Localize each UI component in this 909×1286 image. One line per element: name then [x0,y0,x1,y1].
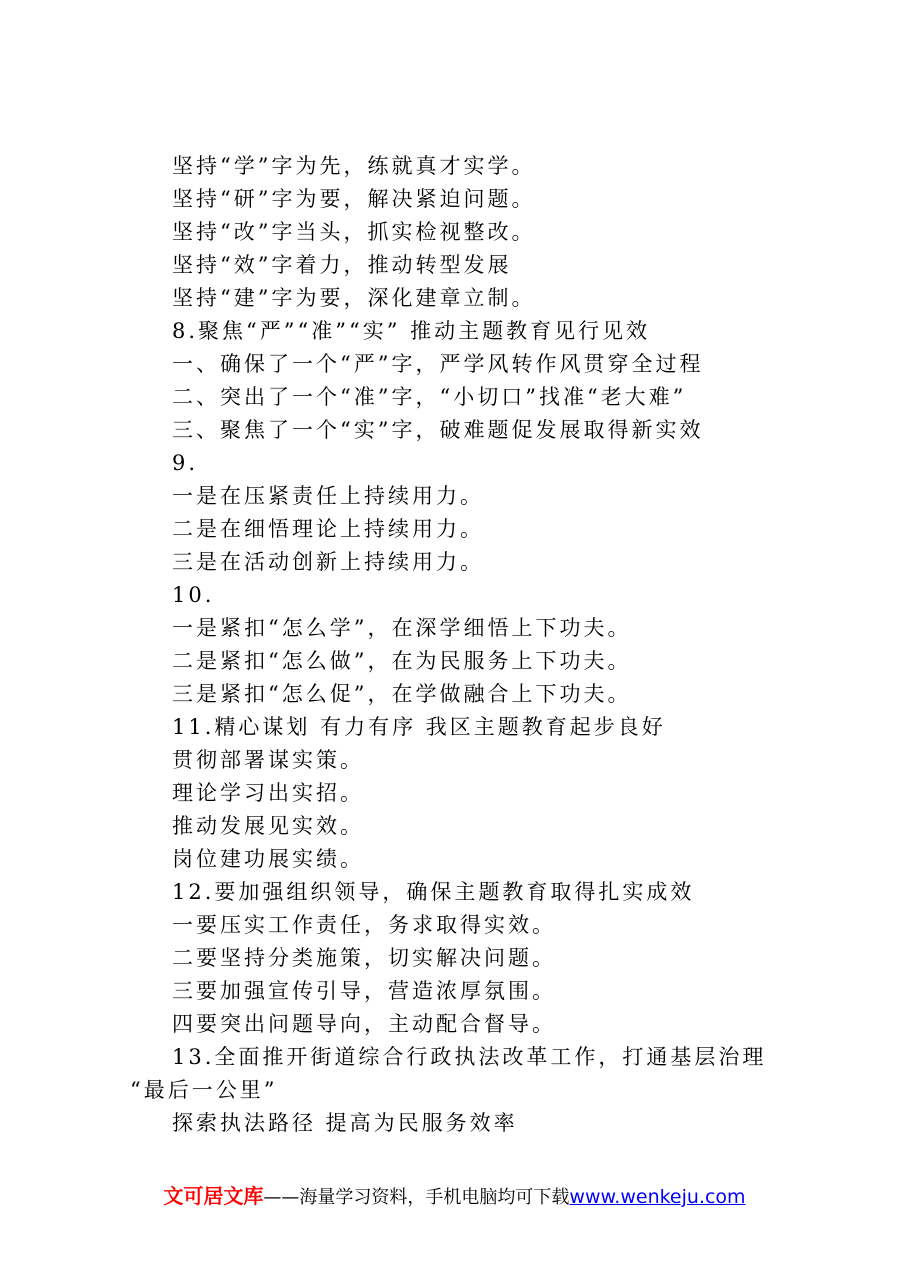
text-line: 坚持“改”字当头，抓实检视整改。 [172,220,536,244]
text-line: 二要坚持分类施策，切实解决问题。 [172,946,556,970]
footer-banner [0,1183,909,1211]
text-line: 坚持“学”字为先，练就真才实学。 [172,154,536,178]
section-heading: 12.要加强组织领导，确保主题教育取得扎实成效 [172,880,695,904]
section-heading: 10. [172,583,215,607]
footer-brand: 文可居文库 [163,1184,264,1208]
text-line: 四要突出问题导向，主动配合督导。 [172,1012,556,1036]
section-heading: 13.全面推开街道综合行政执法改革工作，打通基层治理 [172,1045,767,1069]
text-line: 二是在细悟理论上持续用力。 [172,517,484,541]
text-line: 一、确保了一个“严”字，严学风转作风贯穿全过程 [172,352,704,376]
text-line: 坚持“效”字着力，推动转型发展 [172,253,512,277]
text-line: 一是在压紧责任上持续用力。 [172,484,484,508]
text-line: 三是在活动创新上持续用力。 [172,550,484,574]
text-line: 三是紧扣“怎么促”，在学做融合上下功夫。 [172,682,632,706]
text-line: 贯彻部署谋实策。 [172,748,364,772]
text-line: 探索执法路径 提高为民服务效率 [172,1111,518,1135]
text-line: 一要压实工作责任，务求取得实效。 [172,913,556,937]
text-line: 三、聚焦了一个“实”字，破难题促发展取得新实效 [172,418,704,442]
text-line: 二、突出了一个“准”字，“小切口”找准“老大难” [172,385,687,409]
text-line: 二是紧扣“怎么做”，在为民服务上下功夫。 [172,649,632,673]
text-line: 三要加强宣传引导，营造浓厚氛围。 [172,979,556,1003]
text-line: 坚持“建”字为要，深化建章立制。 [172,286,536,310]
text-line: 一是紧扣“怎么学”，在深学细悟上下功夫。 [172,616,632,640]
section-heading: 9. [172,451,199,475]
footer-website-link[interactable]: www.wenkeju.com [569,1186,746,1208]
section-heading: 8.聚焦“严”“准”“实” 推动主题教育见行见效 [172,319,651,343]
text-line: 岗位建功展实绩。 [172,847,364,871]
footer-tagline: ——海量学习资料，手机电脑均可下载 [263,1187,570,1208]
text-line: 推动发展见实效。 [172,814,364,838]
document-body [130,150,810,1140]
section-heading: 11.精心谋划 有力有序 我区主题教育起步良好 [172,715,666,739]
text-line: 坚持“研”字为要，解决紧迫问题。 [172,187,536,211]
section-heading-continuation: “最后一公里” [130,1078,278,1102]
text-line: 理论学习出实招。 [172,781,364,805]
